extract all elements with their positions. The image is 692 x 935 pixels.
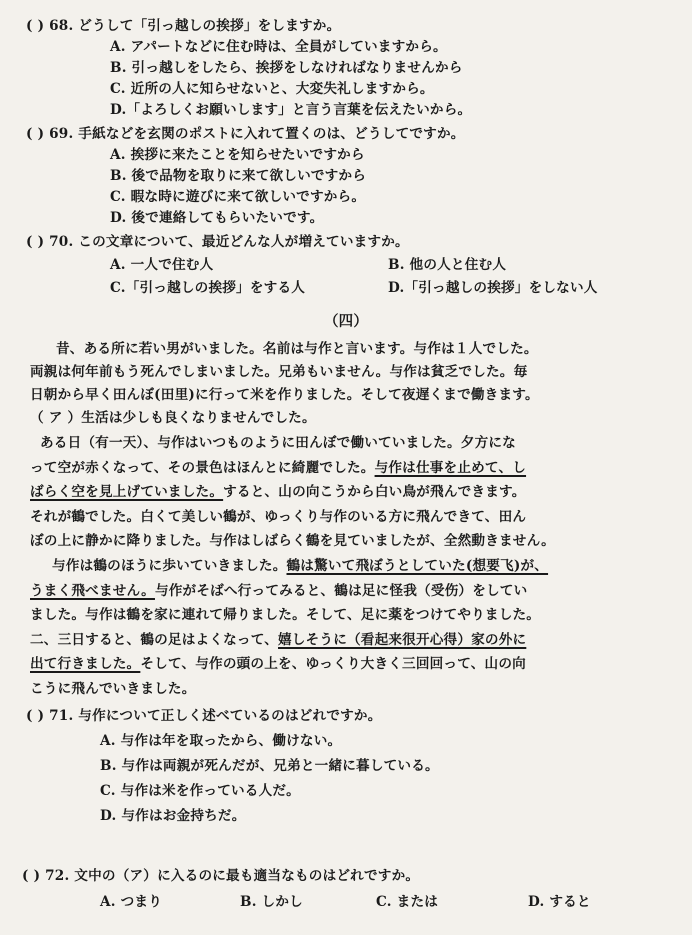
question-71-stem: ( ) 71. 与作について正しく述べているのはどれですか。 <box>26 708 382 724</box>
passage-line-11 <box>30 581 527 601</box>
passage-line-9: ぼの上に静かに降りました。与作はしばらく鶴を見ていましたが、全然動きません。 <box>30 533 555 549</box>
question-70-stem: ( ) 70. この文章について、最近どんな人が増えていますか。 <box>26 234 409 250</box>
question-71-option-d: D. 与作はお金持ちだ。 <box>100 808 246 824</box>
passage-line-4: （ ア ）生活は少しも良くなりませんでした。 <box>30 410 316 426</box>
passage-line-14-text: そして、与作の頭の上を、ゆっくり大きく三回回って、山の向 <box>140 656 526 672</box>
passage-line-7-text: すると、山の向こうから白い鳥が飛んできます。 <box>223 484 526 500</box>
section-title: （四） <box>323 313 369 330</box>
passage-line-8: それが鶴でした。白くて美しい鶴が、ゆっくり与作のいる方に飛んできて、田ん <box>30 509 527 525</box>
passage-line-7 <box>30 482 526 502</box>
question-71-option-c: C. 与作は米を作っている人だ。 <box>100 783 300 799</box>
question-68-option-b: B. 引っ越しをしたら、挨拶をしなければなりませんから <box>110 60 463 76</box>
passage-line-2: 両親は何年前もう死んでしまいました。兄弟もいません。与作は貧乏でした。毎 <box>30 364 528 380</box>
question-69-option-b: B. 後で品物を取りに来て欲しいですから <box>110 168 367 184</box>
question-68-option-a: A. アパートなどに住む時は、全員がしていますから。 <box>110 39 447 55</box>
passage-line-14 <box>30 654 526 674</box>
question-70-option-d: D.「引っ越しの挨拶」をしない人 <box>388 280 598 296</box>
question-71-option-a: A. 与作は年を取ったから、働けない。 <box>100 733 342 749</box>
question-68-option-d: D.「よろしくお願いします」と言う言葉を伝えたいから。 <box>110 102 472 118</box>
passage-line-15: こうに飛んでいきました。 <box>30 681 196 697</box>
question-69-option-d: D. 後で連絡してもらいたいです。 <box>110 210 324 226</box>
question-68-option-c: C. 近所の人に知らせないと、大変失礼しますから。 <box>110 81 434 97</box>
underlined-phrase-1b: ばらく空を見上げていました。 <box>30 484 224 500</box>
question-72-option-b: B. しかし <box>240 894 303 910</box>
underlined-phrase-3a: 嬉しそうに（看起来很开心得）家の外に <box>278 632 527 648</box>
passage-line-13 <box>30 630 526 650</box>
underlined-phrase-2b: うまく飛べません。 <box>30 583 155 599</box>
underlined-phrase-3b: 出て行きました。 <box>30 656 141 672</box>
passage-line-1: 昔、ある所に若い男がいました。名前は与作と言います。与作は１人でした。 <box>56 341 538 357</box>
passage-line-6-text: って空が赤くなって、その景色はほんとに綺麗でした。 <box>30 460 375 476</box>
question-70-option-b: B. 他の人と住む人 <box>388 257 507 273</box>
passage-line-5: ある日（有一天）、与作はいつものように田んぼで働いていました。夕方にな <box>40 435 516 451</box>
underlined-phrase-1a: 与作は仕事を止めて、し <box>374 460 527 476</box>
passage-line-10 <box>52 556 548 576</box>
underlined-phrase-2a: 鶴は驚いて飛ぼうとしていた(想要飞)が、 <box>286 558 549 574</box>
passage-line-3: 日朝から早く田んぼ(田里)に行って米を作りました。そして夜遅くまで働きます。 <box>30 387 539 403</box>
passage-line-6 <box>30 458 526 478</box>
question-72-stem: ( ) 72. 文中の（ア）に入るのに最も適当なものはどれですか。 <box>22 868 420 884</box>
passage-line-12: ました。与作は鶴を家に連れて帰りました。そして、足に薬をつけてやりました。 <box>30 607 541 623</box>
passage-line-10-text: 与作は鶴のほうに歩いていきました。 <box>52 558 287 574</box>
question-70-option-c: C.「引っ越しの挨拶」をする人 <box>110 280 306 296</box>
passage-line-11-text: 与作がそばへ行ってみると、鶴は足に怪我（受伤）をしてい <box>154 583 528 599</box>
question-69-option-c: C. 暇な時に遊びに来て欲しいですから。 <box>110 189 366 205</box>
question-69-stem: ( ) 69. 手紙などを玄関のポストに入れて置くのは、どうしてですか。 <box>26 126 465 142</box>
question-70-option-a: A. 一人で住む人 <box>110 257 214 273</box>
question-69-option-a: A. 挨拶に来たことを知らせたいですから <box>110 147 365 163</box>
question-71-option-b: B. 与作は両親が死んだが、兄弟と一緒に暮している。 <box>100 758 439 774</box>
question-68-stem: ( ) 68. どうして「引っ越しの挨拶」をしますか。 <box>26 18 341 34</box>
question-72-option-d: D. すると <box>528 894 591 910</box>
question-72-option-c: C. または <box>376 894 439 910</box>
passage-line-13-text: 二、三日すると、鶴の足はよくなって、 <box>30 632 279 648</box>
question-72-option-a: A. つまり <box>100 894 162 910</box>
